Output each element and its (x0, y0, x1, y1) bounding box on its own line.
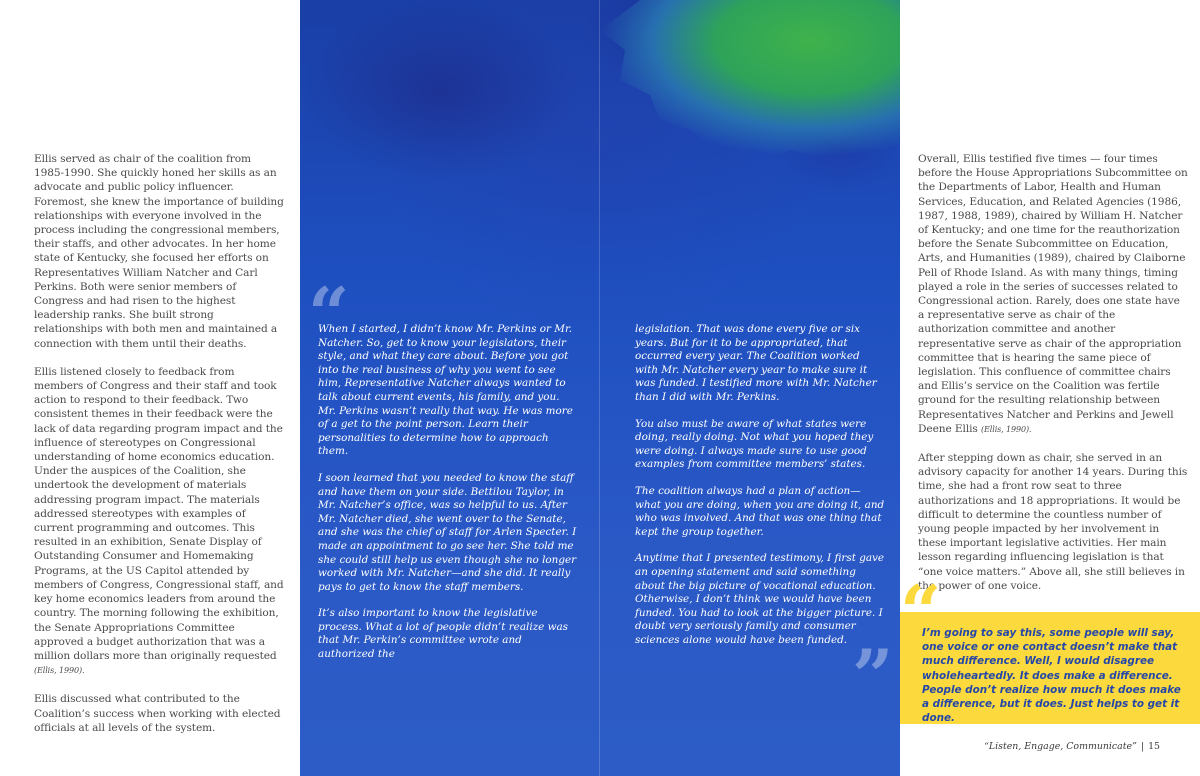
citation: (Ellis, 1990). (34, 666, 85, 676)
left-paragraph-3: Ellis discussed what contributed to the Coalition’s success when working with elected officials at all levels of the system. (34, 693, 281, 734)
quote-left-column (318, 323, 580, 675)
quote-paragraph: legislation. That was done every five or six years. But for it to be appropriated, that occurred every year. The Coalition worked with Mr. Natcher every year to make sure it was funded. I testified more with Mr. Natcher than I did with Mr. Perkins. (635, 323, 877, 403)
footer-separator: | (1140, 741, 1145, 752)
page-footer (984, 741, 1160, 752)
right-body-text (918, 152, 1188, 607)
left-paragraph-2-text: Ellis listened closely to feedback from members of Congress and their staff and took action to respond to their feedback. Two consistent themes in their feedback were the lack of data regarding program impact and the influence of stereotypes on Congressional understanding of home economics education. Under the auspices of the Coalition, she undertook the development of materials addressing program impact. The materials addressed stereotypes with examples of current programming and outcomes. This resulted in an exhibition, Senate Display of Outstanding Consumer and Homemaking Programs, at the US Capitol attended by members of Congress, Congressional staff, and key home economics leaders from around the country. The morning following the exhibition, the Senate Appropriations Committee approved a budget authorization that was a million dollars more than originally requested (34, 365, 284, 662)
footer-title: “Listen, Engage, Communicate” (984, 741, 1137, 752)
close-quote-icon: ” (852, 633, 894, 718)
page-fold (599, 0, 600, 776)
left-paragraph-1: Ellis served as chair of the coalition from 1985-1990. She quickly honed her skills as an advocate and public policy influencer. Foremost, she knew the importance of building relationships with everyone involved in the process including the congressional members, their staffs, and other advocates. In her home state of Kentucky, she focused her efforts on Representatives William Natcher and Carl Perkins. Both were senior members of Congress and had risen to the highest leadership ranks. She built strong relationships with both men and maintained a connection with them until their deaths. (34, 153, 284, 350)
right-paragraph-1 (918, 152, 1188, 437)
right-paragraph-1-text: Overall, Ellis testified five times — four times before the House Appropriations Subcommittee on the Departments of Labor, Health and Human Services, Education, and Related Agencies (1986, 1987, 1988, 1989), chaired by William H. Natcher of Kentucky; and one time for the reauthorization before the Senate Subcommittee on Education, Arts, and Humanities (1989), chaired by Claiborne Pell of Rhode Island. As with many things, timing played a role in the series of successes related to Congressional action. Rarely, does one state have a representative serve as chair of the authorization committee and another representative serve as chair of the appropriation committee that is hearing the same piece of legislation. This confluence of committee chairs and Ellis’s service on the Coalition was fertile ground for the resulting relationship between Representatives Natcher and Perkins and Jewell Deene Ellis (918, 153, 1188, 435)
right-paragraph-2: After stepping down as chair, she served in an advisory capacity for another 14 years. During this time, she had a front row seat to three authorizations and 18 appropriations. It would be difficult to determine the countless number of young people impacted by her involvement in these important legislative activities. Her main lesson regarding influencing legislation is that “one voice matters.” Above all, she still believes in the power of one voice. (918, 452, 1188, 592)
quote-paragraph: You also must be aware of what states were doing, really doing. Not what you hoped they were doing. I always made sure to use good examples from committee members’ states. (635, 417, 874, 471)
pull-quote-box (900, 612, 1200, 724)
citation: (Ellis, 1990). (981, 424, 1032, 434)
open-quote-icon: “ (308, 271, 350, 356)
page-number: 15 (1148, 741, 1160, 752)
left-paragraph-2 (34, 365, 284, 678)
pull-quote-text: I’m going to say this, some people will say, one voice or one contact doesn’t make that much difference. Well, I would disagree wholeheartedly. It does make a difference. People don’t realize how much it does make a difference, but it does. Just helps to get it done. (922, 627, 1181, 725)
quote-right-column (635, 323, 885, 660)
blue-watercolor-panel (300, 0, 900, 776)
quote-paragraph: Anytime that I presented testimony, I first gave an opening statement and said something about the big picture of vocational education. Otherwise, I don’t think we would have been funded. You had to look at the bigger picture. I doubt very seriously family and consumer sciences alone would have been funded. (635, 552, 885, 646)
quote-paragraph: The coalition always had a plan of action—what you are doing, when you are doing it, and who was involved. And that was one thing that kept the group together. (635, 484, 885, 538)
green-watercolor-wash (580, 0, 900, 180)
left-body-text (34, 152, 284, 749)
quote-paragraph: When I started, I didn’t know Mr. Perkins or Mr. Natcher. So, get to know your legislators, their style, and what they care about. Before you got into the real business of why you went to see him, Representative Natcher always wanted to talk about current events, his family, and you. Mr. Perkins wasn’t really that way. He was more of a get to the point person. Learn their personalities to determine how to approach them. (318, 323, 573, 458)
quote-paragraph: I soon learned that you needed to know the staff and have them on your side. Bettilou Taylor, in Mr. Natcher’s office, was so helpful to us. After Mr. Natcher died, she went over to the Senate, and she was the chief of staff for Arlen Specter. I made an appointment to go see her. She told me she could still help us even though she no longer worked with Mr. Natcher—and she did. It really pays to get to know the staff members. (318, 471, 577, 593)
quote-paragraph: It’s also important to know the legislative process. What a lot of people didn’t realize was that Mr. Perkin’s committee wrote and authorized the (318, 607, 569, 661)
left-column (0, 0, 300, 776)
